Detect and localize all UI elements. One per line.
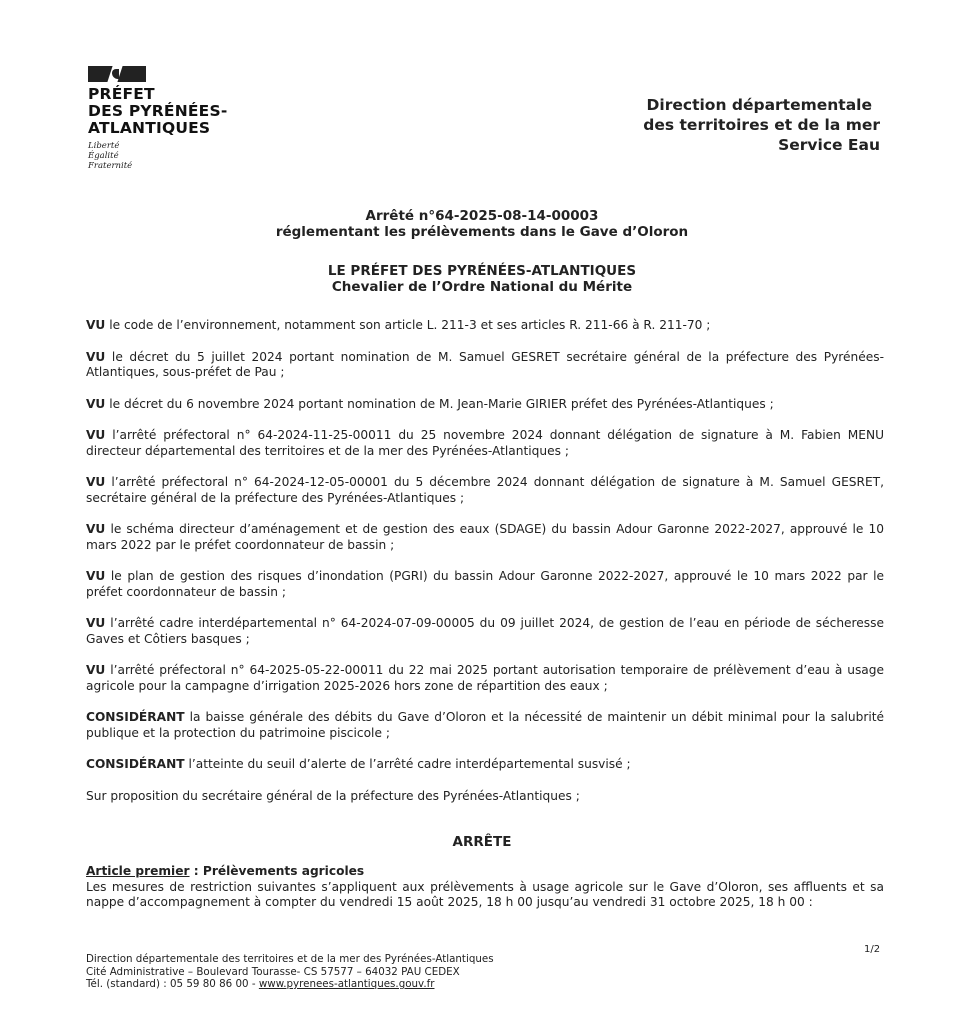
consideration-text: l’arrêté préfectoral n° 64-2024-12-05-00001 du 5 décembre 2024 donnant délégation de signature à M. Samuel GESRET, secrétaire général de la préfecture des Pyrénées-Atlantiques ; (86, 475, 884, 505)
consideration-item (86, 428, 884, 459)
consideration-item (86, 475, 884, 506)
consideration-keyword: VU (86, 349, 106, 364)
footer-line-3 (86, 978, 494, 991)
authority-title (0, 263, 964, 295)
authority-name: LE PRÉFET DES PYRÉNÉES-ATLANTIQUES (327, 263, 637, 279)
consideration-keyword: VU (86, 475, 106, 489)
article-label: Article premier (86, 864, 190, 878)
consideration-text: l’arrêté cadre interdépartemental n° 64-2024-07-09-00005 du 09 juillet 2024, de gestion de l’eau en période de sécheresse Gaves et Côtiers basques ; (86, 616, 884, 646)
consideration-item (86, 350, 884, 381)
consideration-keyword: VU (86, 569, 106, 583)
arrete-number: Arrêté n°64-2025-08-14-00003 (365, 208, 599, 224)
consideration-text: le plan de gestion des risques d’inondation (PGRI) du bassin Adour Garonne 2022-2027, approuvé le 10 mars 2022 par le préfet coordonnateur de bassin ; (86, 569, 884, 599)
motto-egalite: Égalité (88, 151, 119, 161)
consideration-text: Sur proposition du secrétaire général de la préfecture des Pyrénées-Atlantiques ; (86, 788, 580, 803)
consideration-item (86, 522, 884, 553)
consideration-item (86, 569, 884, 600)
consideration-keyword: CONSIDÉRANT (86, 710, 185, 724)
article-heading: Prélèvements agricoles (202, 864, 365, 878)
consideration-item (86, 663, 884, 694)
consideration-item (86, 710, 884, 741)
issuing-service (643, 95, 880, 155)
article-separator: : (189, 864, 203, 878)
article-title (86, 864, 884, 880)
proposal-line (86, 789, 884, 805)
republic-motto (88, 141, 227, 171)
consideration-keyword: VU (86, 522, 106, 536)
consideration-text: le décret du 5 juillet 2024 portant nomination de M. Samuel GESRET secrétaire général de la préfecture des Pyrénées-Atlantiques, sous-préfet de Pau ; (86, 349, 884, 379)
consideration-keyword: VU (86, 318, 106, 332)
decision-heading: ARRÊTE (452, 834, 512, 850)
consideration-text: le décret du 6 novembre 2024 portant nomination de M. Jean-Marie GIRIER préfet des Pyrénées-Atlantiques ; (105, 396, 774, 411)
motto-fraternite: Fraternité (88, 161, 133, 171)
marianne-logo-icon (88, 66, 146, 82)
motto-liberte: Liberté (88, 141, 120, 151)
logo-line-2: DES PYRÉNÉES- (88, 102, 228, 120)
consideration-keyword: VU (86, 616, 106, 630)
consideration-item (86, 616, 884, 647)
direction-line-1: Direction départementale (646, 96, 872, 114)
page-number: 1/2 (864, 944, 881, 955)
consideration-text: le code de l’environnement, notamment son article L. 211-3 et ses articles R. 211-66 à R. 211-70 ; (105, 318, 711, 332)
consideration-text: le schéma directeur d’aménagement et de gestion des eaux (SDAGE) du bassin Adour Garonne 2022-2027, approuvé le 10 mars 2022 par le préfet coordonnateur de bassin ; (86, 522, 884, 552)
direction-line-3: Service Eau (778, 136, 880, 154)
article-1 (86, 864, 884, 911)
consideration-keyword: VU (86, 663, 106, 677)
footer-phone: Tél. (standard) : 05 59 80 86 00 - (86, 978, 259, 990)
consideration-keyword: CONSIDÉRANT (86, 757, 185, 771)
arrete-subject: réglementant les prélèvements dans le Gave d’Oloron (275, 224, 689, 240)
consideration-keyword: VU (86, 396, 106, 411)
article-text: Les mesures de restriction suivantes s’appliquent aux prélèvements à usage agricole sur le Gave d’Oloron, ses affluents et sa nappe d’accompagnement à compter du vendredi 15 août 2025, 18 h 00 jusqu’au vendredi 31 octobre 2025, 18 h 00 : (86, 879, 884, 909)
consideration-text: l’arrêté préfectoral n° 64-2024-11-25-00011 du 25 novembre 2024 donnant délégation de signature à M. Fabien MENU directeur départemental des territoires et de la mer des Pyrénées-Atlantiques ; (86, 428, 884, 458)
consideration-item (86, 397, 884, 413)
consideration-text: la baisse générale des débits du Gave d’Oloron et la nécessité de maintenir un débit minimal pour la salubrité publique et la protection du patrimoine piscicole ; (86, 710, 884, 740)
direction-line-2: des territoires et de la mer (643, 116, 880, 134)
page-footer (86, 953, 494, 991)
consideration-text: l’atteinte du seuil d’alerte de l’arrêté cadre interdépartemental susvisé ; (184, 757, 631, 771)
consideration-text: l’arrêté préfectoral n° 64-2025-05-22-00011 du 22 mai 2025 portant autorisation temporaire de prélèvement d’eau à usage agricole pour la campagne d’irrigation 2025-2026 hors zone de répartition des eaux ; (86, 663, 884, 693)
website-link[interactable]: www.pyrenees-atlantiques.gouv.fr (258, 978, 435, 990)
consideration-keyword: VU (86, 428, 106, 442)
footer-line-2: Cité Administrative – Boulevard Tourasse- CS 57577 – 64032 PAU CEDEX (86, 965, 460, 978)
consideration-item (86, 318, 884, 334)
footer-line-1: Direction départementale des territoires et de la mer des Pyrénées-Atlantiques (86, 953, 494, 965)
considerations-list (86, 318, 884, 820)
arrete-title (0, 208, 964, 240)
authority-distinction: Chevalier de l’Ordre National du Mérite (331, 279, 633, 295)
prefecture-logo (88, 66, 227, 171)
consideration-item (86, 757, 884, 773)
logo-line-3: ATLANTIQUES (88, 119, 211, 137)
logo-line-1: PRÉFET (88, 85, 155, 103)
